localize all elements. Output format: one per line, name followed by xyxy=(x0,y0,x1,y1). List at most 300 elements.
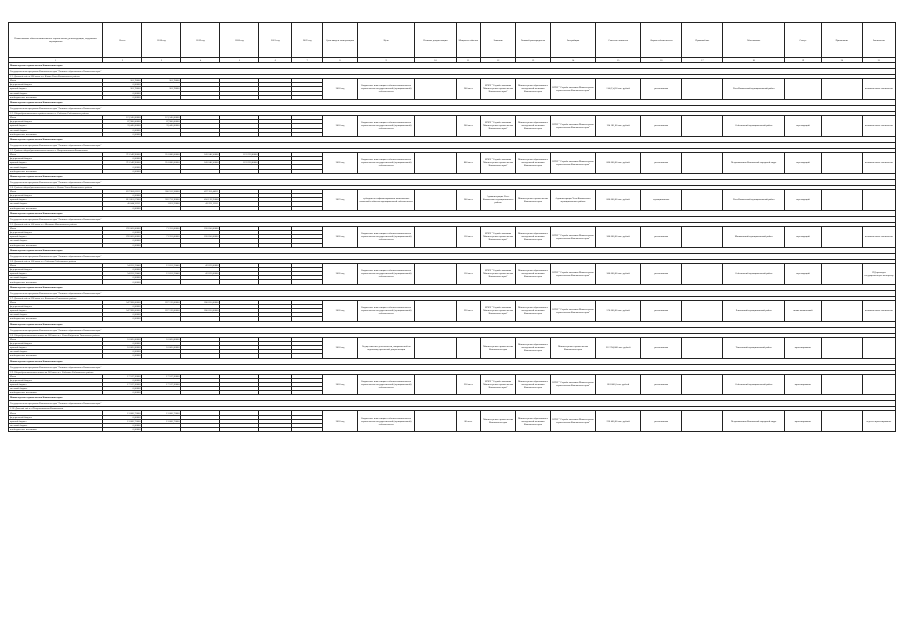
amount-cell: 33,445,00000 xyxy=(142,124,181,128)
customer-cell: Министерство строительства Камчатского края xyxy=(481,411,516,432)
ownership-cell: региональная xyxy=(641,115,682,136)
amount-cell: 119 222,80000 xyxy=(220,152,259,156)
column-number-6: 6 xyxy=(259,58,292,63)
column-header-2: Всего xyxy=(103,23,142,58)
amount-cell: 301,78000 xyxy=(142,87,181,91)
amount-cell: 0,00000 xyxy=(103,341,142,345)
conclusion-cell: положительное заключение xyxy=(862,300,895,321)
column-header-9: Цель xyxy=(357,23,414,58)
amount-cell: 10 005,00000 xyxy=(142,337,181,341)
amount-cell: 220 650,00000 xyxy=(181,226,220,230)
amount-cell: 243 240,50000 xyxy=(181,152,220,156)
amount-cell: 0,00000 xyxy=(103,424,142,428)
amount-cell: 713 549,90000 xyxy=(103,152,142,156)
customer-cell: КГКУ "Служба заказчика Министерства строительства Камчатского края" xyxy=(481,263,516,284)
amount-cell: 43 223,13511 xyxy=(181,202,220,206)
act-cell xyxy=(682,226,723,247)
act-cell xyxy=(682,337,723,358)
amount-cell: 42 622,00000 xyxy=(181,263,220,267)
amount-cell: 0,00000 xyxy=(103,239,142,243)
source-label: федеральный бюджет xyxy=(9,267,103,271)
ownership-cell: региональная xyxy=(641,263,682,284)
source-label: федеральный бюджет xyxy=(9,378,103,382)
docs-cell xyxy=(415,263,456,284)
amount-cell: 360 552,58000 xyxy=(142,189,181,193)
column-header-7: 2022 год xyxy=(292,23,323,58)
commission-year: 2018 год xyxy=(323,79,358,100)
status-cell xyxy=(784,79,821,100)
builder-cell: КГКУ "Служба заказчика Министерства строительства Камчатского края" xyxy=(550,300,595,321)
gov-cell: Министерство образования и молодежной политики Камчатского края xyxy=(516,337,551,358)
builder-cell: КГКУ "Служба заказчика Министерства строительства Камчатского края" xyxy=(550,115,595,136)
conclusion-cell: ведется проектирование xyxy=(862,411,895,432)
program-title: Государственная программа Камчатского края "Развитие образования в Камчатском крае" xyxy=(9,253,896,259)
conclusion-cell: положительное заключение xyxy=(862,152,895,173)
amount-cell: 362 731,36000 xyxy=(142,198,181,202)
column-header-11: Мощность объекта xyxy=(456,23,481,58)
amount-cell: 1 821,22000 xyxy=(142,202,181,206)
amount-cell: 0,00000 xyxy=(103,428,142,432)
source-label: федеральный бюджет xyxy=(9,230,103,234)
column-number-21: 21 xyxy=(862,58,895,63)
cost-cell: 860 000,00 тыс. рублей xyxy=(596,189,641,210)
column-header-16: Форма собственности xyxy=(641,23,682,58)
cost-cell: 226 400,00 тыс. рублей xyxy=(596,411,641,432)
column-header-4: 2019 год xyxy=(181,23,220,58)
builder-cell: КГКУ "Служба заказчика Министерства строительства Камчатского края" xyxy=(550,152,595,173)
amount-cell: 0,00000 xyxy=(103,132,142,136)
customer-cell: Администрация Усть-Камчатского муниципального района xyxy=(481,189,516,210)
amount-cell: 547 968,00000 xyxy=(103,309,142,313)
amount-cell: 0,00000 xyxy=(103,304,142,308)
cost-cell: 570 000,00 тыс. рублей xyxy=(596,300,641,321)
column-header-12: Заказчик xyxy=(481,23,516,58)
amount-cell: 17 537,26000 xyxy=(142,374,181,378)
remark-cell xyxy=(821,411,862,432)
column-number-1: 1 xyxy=(9,58,103,63)
status-cell: проектирование xyxy=(784,337,821,358)
amount-cell: 220 650,00000 xyxy=(181,235,220,239)
amount-cell xyxy=(220,428,259,432)
source-label: местный бюджет xyxy=(9,350,103,354)
commission-year: 2018 год xyxy=(323,337,358,358)
builder-cell: КГКУ "Служба заказчика Министерства строительства Камчатского края" xyxy=(550,263,595,284)
amount-cell: 0,00000 xyxy=(103,280,142,284)
source-label: Итого xyxy=(9,115,103,119)
status-cell: проектирование xyxy=(784,374,821,395)
amount-cell: 450 132,25000 xyxy=(181,198,220,202)
amount-cell: 0,00000 xyxy=(103,276,142,280)
purpose-cell: Бюджетные инвестиции в объекты капитального строительства государственной (муниципальной) собственности xyxy=(357,152,414,173)
column-number-5: 5 xyxy=(220,58,259,63)
column-header-5: 2020 год xyxy=(220,23,259,58)
amount-cell: 17 537,26000 xyxy=(103,382,142,386)
amount-cell: 87,900,00000 xyxy=(142,120,181,124)
source-label: Итого xyxy=(9,374,103,378)
column-header-20: Примечание xyxy=(821,23,862,58)
source-label: местный бюджет xyxy=(9,424,103,428)
source-label: краевой бюджет xyxy=(9,87,103,91)
cost-cell: 300 000,00 тыс. рублей xyxy=(596,226,641,247)
amount-cell: 301,78000 xyxy=(103,87,142,91)
source-label: Итого xyxy=(9,411,103,415)
customer-cell: КГКУ "Служба заказчика Министерства строительства Камчатского края" xyxy=(481,226,516,247)
docs-cell xyxy=(415,300,456,321)
owner-cell: Петропавловск-Камчатский городской округ xyxy=(723,152,785,173)
amount-cell: 0,00000 xyxy=(103,354,142,358)
builder-cell: КГКУ "Служба заказчика Министерства строительства Камчатского края" xyxy=(550,374,595,395)
capacity-cell: 200 мест xyxy=(456,79,481,100)
source-label: федеральный бюджет xyxy=(9,83,103,87)
cost-cell: 860 000,00 тыс. рублей xyxy=(596,152,641,173)
amount-cell: 0,00000 xyxy=(103,387,142,391)
purpose-cell: Бюджетные инвестиции в объекты капитального строительства государственной (муниципальной) собственности xyxy=(357,374,414,395)
gov-cell: Министерство образования и молодежной политики Камчатского края xyxy=(516,115,551,136)
amount-cell: 243 240,50000 xyxy=(181,161,220,165)
amount-cell xyxy=(142,428,181,432)
amount-cell: 292 003,00000 xyxy=(103,235,142,239)
act-cell xyxy=(682,79,723,100)
docs-cell xyxy=(415,152,456,173)
amount-cell: 13 066,72000 xyxy=(142,411,181,415)
source-label: внебюджетные источники xyxy=(9,280,103,284)
commission-year: 2018 год xyxy=(323,374,358,395)
docs-cell xyxy=(415,337,456,358)
amount-cell: 12 031,23440 xyxy=(142,263,181,267)
ownership-cell: региональная xyxy=(641,337,682,358)
section-title: Министерство строительства Камчатского края xyxy=(9,247,896,253)
amount-cell: 812 861,67000 xyxy=(103,198,142,202)
status-cell: переходящий xyxy=(784,189,821,210)
capacity-cell: 150 мест xyxy=(456,226,481,247)
source-label: Итого xyxy=(9,152,103,156)
act-cell xyxy=(682,263,723,284)
commission-year: 2020 год xyxy=(323,300,358,321)
customer-cell: КГКУ "Служба заказчика Министерства строительства Камчатского края" xyxy=(481,79,516,100)
amount-cell: 0,00000 xyxy=(103,230,142,234)
amount-cell: 54 653,23440 xyxy=(103,263,142,267)
conclusion-cell: ПД проходит государственную экспертизу xyxy=(862,263,895,284)
cost-cell: 300 000,00 тыс. рублей xyxy=(596,263,641,284)
amount-cell: 280 655,00000 xyxy=(181,300,220,304)
amount-cell: 10 005,00000 xyxy=(103,345,142,349)
column-number-17: 17 xyxy=(682,58,723,63)
source-label: федеральный бюджет xyxy=(9,304,103,308)
amount-cell: 0,00000 xyxy=(103,165,142,169)
amount-cell: 267 312,00000 xyxy=(142,300,181,304)
purpose-cell: Бюджетные инвестиции в объекты капитального строительства государственной (муниципальной) собственности xyxy=(357,300,414,321)
column-header-10: Наличие документации xyxy=(415,23,456,58)
builder-cell: Администрация Усть-Камчатского муниципального района xyxy=(550,189,595,210)
act-cell xyxy=(682,189,723,210)
program-title: Государственная программа Камчатского края "Развитие образования в Камчатском крае" xyxy=(9,69,896,75)
ownership-cell: региональная xyxy=(641,226,682,247)
gov-cell: Министерство образования и молодежной политики Камчатского края xyxy=(516,374,551,395)
source-label: местный бюджет xyxy=(9,128,103,132)
owner-cell: Соболевский муниципальный район xyxy=(723,263,785,284)
column-number-7: 7 xyxy=(292,58,323,63)
amount-cell: 0,00000 xyxy=(103,415,142,419)
commission-year: 2018 год xyxy=(323,115,358,136)
section-title: Министерство строительства Камчатского края xyxy=(9,284,896,290)
column-header-6: 2021 год xyxy=(259,23,292,58)
remark-cell xyxy=(821,152,862,173)
purpose-cell: Бюджетные инвестиции в объекты капитального строительства государственной (муниципальной) собственности xyxy=(357,411,414,432)
amount-cell: 713 549,90000 xyxy=(103,161,142,165)
column-header-3: 2018 год xyxy=(142,23,181,58)
column-header-1: Наименование объекта капитального строительства, реконструкции, содержание мероприятия xyxy=(9,23,103,58)
act-cell xyxy=(682,152,723,173)
amount-cell: 42 622,00000 xyxy=(181,272,220,276)
source-label: федеральный бюджет xyxy=(9,194,103,198)
customer-cell: КГКУ "Служба заказчика Министерства строительства Камчатского края" xyxy=(481,152,516,173)
capacity-cell: 220 мест xyxy=(456,300,481,321)
purpose-cell: субсидии на софинансирование капитальных вложений в объекты муниципальной собственности xyxy=(357,189,414,210)
commission-year: 2019 год xyxy=(323,189,358,210)
amount-cell: 71 353,00000 xyxy=(142,226,181,230)
column-number-12: 12 xyxy=(481,58,516,63)
customer-cell: КГКУ "Служба заказчика Министерства строительства Камчатского края" xyxy=(481,115,516,136)
amount-cell: 292 003,00000 xyxy=(103,226,142,230)
object-title: 2.9. Общеобразовательная школа на 250 мест в с. Соболево Соболевского района xyxy=(9,370,896,374)
column-number-15: 15 xyxy=(596,58,641,63)
source-label: краевой бюджет xyxy=(9,124,103,128)
section-title: Министерство строительства Камчатского края xyxy=(9,99,896,105)
program-title: Государственная программа Камчатского края "Развитие образования в Камчатском крае" xyxy=(9,327,896,333)
amount-cell: 121,345,00000 xyxy=(142,115,181,119)
amount-cell: 121,345,00000 xyxy=(103,115,142,119)
owner-cell: Тигильский муниципальный район xyxy=(723,337,785,358)
source-label: местный бюджет xyxy=(9,202,103,206)
commission-year: 2018 год xyxy=(323,411,358,432)
amount-cell: 0,00000 xyxy=(103,243,142,247)
purpose-cell: Осуществление деятельности, направленной на подготовку проектной документации xyxy=(357,337,414,358)
commission-year: 2020 год xyxy=(323,152,358,173)
act-cell xyxy=(682,300,723,321)
column-header-8: Срок ввода в эксплуатацию xyxy=(323,23,358,58)
section-title: Министерство строительства Камчатского края xyxy=(9,136,896,142)
source-label: Итого xyxy=(9,189,103,193)
docs-cell xyxy=(415,226,456,247)
amount-cell xyxy=(292,428,323,432)
source-label: краевой бюджет xyxy=(9,272,103,276)
amount-cell: 0,00000 xyxy=(103,128,142,132)
source-label: внебюджетные источники xyxy=(9,428,103,432)
amount-cell: 17 537,26000 xyxy=(103,374,142,378)
amount-cell: 0,00000 xyxy=(103,83,142,87)
document-sheet xyxy=(8,22,896,634)
conclusion-cell xyxy=(862,374,895,395)
source-label: местный бюджет xyxy=(9,91,103,95)
amount-cell: 0,00000 xyxy=(103,95,142,99)
source-label: внебюджетные источники xyxy=(9,391,103,395)
commission-year: 2020 год xyxy=(323,263,358,284)
section-title: Министерство строительства Камчатского края xyxy=(9,321,896,327)
column-header-19: Статус xyxy=(784,23,821,58)
program-title: Государственная программа Камчатского края "Развитие образования в Камчатском крае" xyxy=(9,142,896,148)
amount-cell: 13 066,72000 xyxy=(103,419,142,423)
remark-cell xyxy=(821,115,862,136)
section-title: Министерство строительства Камчатского края xyxy=(9,173,896,179)
builder-cell: КГКУ "Служба заказчика Министерства строительства Камчатского края" xyxy=(550,79,595,100)
purpose-cell: Бюджетные инвестиции в объекты капитального строительства государственной (муниципальной) собственности xyxy=(357,115,414,136)
object-title: 2.8. Общеобразовательная школа на 300 мест в с. Усть-Хайрюзово Тигильского района xyxy=(9,333,896,337)
section-title: Министерство строительства Камчатского края xyxy=(9,358,896,364)
status-cell: переходящий xyxy=(784,152,821,173)
capacity-cell: 150 мест xyxy=(456,263,481,284)
owner-cell: Усть-Камчатский муниципальный район xyxy=(723,189,785,210)
act-cell xyxy=(682,411,723,432)
customer-cell: КГКУ "Служба заказчика Министерства строительства Камчатского края" xyxy=(481,374,516,395)
section-title: Министерство строительства Камчатского края xyxy=(9,210,896,216)
amount-cell: 13 066,72000 xyxy=(103,411,142,415)
column-header-13: Главный распорядитель xyxy=(516,23,551,58)
amount-cell: 0,00000 xyxy=(103,378,142,382)
amount-cell: 0,00000 xyxy=(103,169,142,173)
amount-cell: 351 086,60000 xyxy=(142,161,181,165)
source-label: Итого xyxy=(9,300,103,304)
owner-cell: Елизовский муниципальный район xyxy=(723,300,785,321)
owner-cell: Соболевский муниципальный район xyxy=(723,374,785,395)
source-label: краевой бюджет xyxy=(9,309,103,313)
source-label: местный бюджет xyxy=(9,239,103,243)
source-label: краевой бюджет xyxy=(9,161,103,165)
header-row xyxy=(9,23,896,58)
source-label: краевой бюджет xyxy=(9,198,103,202)
docs-cell xyxy=(415,374,456,395)
amount-cell: 13 066,72000 xyxy=(142,419,181,423)
column-number-19: 19 xyxy=(784,58,821,63)
amount-cell: 547 968,00000 xyxy=(103,300,142,304)
docs-cell xyxy=(415,411,456,432)
column-number-16: 16 xyxy=(641,58,682,63)
amount-cell: 71 353,00000 xyxy=(142,235,181,239)
amount-cell: 10 005,00000 xyxy=(103,337,142,341)
builder-cell: Министерство строительства Камчатского края xyxy=(550,337,595,358)
amount-cell: 280 655,00000 xyxy=(181,309,220,313)
object-title: 2.3. Средняя общеобразовательная школа в г. Петропавловске-Камчатском xyxy=(9,148,896,152)
remark-cell xyxy=(821,263,862,284)
amount-cell: 0,00000 xyxy=(103,157,142,161)
remark-cell xyxy=(821,79,862,100)
program-title: Государственная программа Камчатского края "Развитие образования в Камчатском крае" xyxy=(9,401,896,407)
purpose-cell: Бюджетные инвестиции в объекты капитального строительства государственной (муниципальной) собственности xyxy=(357,226,414,247)
remark-cell xyxy=(821,300,862,321)
column-number-9: 9 xyxy=(357,58,414,63)
remark-cell xyxy=(821,189,862,210)
amount-cell: 301,78000 xyxy=(103,79,142,83)
remark-cell xyxy=(821,226,862,247)
section-title: Министерство строительства Камчатского края xyxy=(9,395,896,401)
owner-cell: Петропавловск-Камчатский городской округ xyxy=(723,411,785,432)
amount-cell: 0,00000 xyxy=(103,350,142,354)
status-cell: вновь начинаемый xyxy=(784,300,821,321)
amount-cell: 0,00000 xyxy=(103,317,142,321)
amount-cell: 45 044,35511 xyxy=(103,202,142,206)
amount-cell xyxy=(259,428,292,432)
amount-cell: 87,900,00000 xyxy=(103,120,142,124)
investment-table xyxy=(8,22,896,432)
source-label: Итого xyxy=(9,226,103,230)
source-label: федеральный бюджет xyxy=(9,341,103,345)
docs-cell xyxy=(415,115,456,136)
owner-cell: Соболевский муниципальный район xyxy=(723,115,785,136)
cost-cell: 124 181,00 тыс. рублей xyxy=(596,115,641,136)
ownership-cell: региональная xyxy=(641,79,682,100)
amount-cell: 12 031,23440 xyxy=(142,272,181,276)
column-number-2: 2 xyxy=(103,58,142,63)
ownership-cell: региональная xyxy=(641,374,682,395)
amount-cell: 0,00000 xyxy=(103,91,142,95)
object-title: 2.2. Общеобразовательная средняя школа в с. Соболево Соболевского района xyxy=(9,111,896,115)
conclusion-cell: положительное заключение xyxy=(862,226,895,247)
source-label: краевой бюджет xyxy=(9,235,103,239)
source-label: внебюджетные источники xyxy=(9,354,103,358)
ownership-cell: региональная xyxy=(641,300,682,321)
purpose-cell: Бюджетные инвестиции в объекты капитального строительства государственной (муниципальной) собственности xyxy=(357,263,414,284)
gov-cell: Министерство образования и молодежной политики Камчатского края xyxy=(516,263,551,284)
source-label: внебюджетные источники xyxy=(9,169,103,173)
customer-cell: Министерство строительства Камчатского края xyxy=(481,337,516,358)
source-label: местный бюджет xyxy=(9,313,103,317)
table-body xyxy=(9,63,896,432)
object-title: 2.4. Средняя общеобразовательная школа в с. Ключи Усть-Камчатского района xyxy=(9,185,896,189)
remark-cell xyxy=(821,374,862,395)
conclusion-cell: положительное заключение xyxy=(862,79,895,100)
amount-cell: 857 906,02511 xyxy=(103,189,142,193)
amount-cell: 0,00000 xyxy=(103,267,142,271)
gov-cell: Министерство образования и молодежной политики Камчатского края xyxy=(516,300,551,321)
status-cell: переходящий xyxy=(784,115,821,136)
source-label: федеральный бюджет xyxy=(9,120,103,124)
capacity-cell: 800 мест xyxy=(456,152,481,173)
amount-cell: 267 312,00000 xyxy=(142,309,181,313)
conclusion-cell: положительное заключение xyxy=(862,115,895,136)
capacity-cell: 300 мест xyxy=(456,189,481,210)
column-number-11: 11 xyxy=(456,58,481,63)
object-title: 2.7. Детский сад на 220 мест в п. Вилючинск Елизовского района xyxy=(9,296,896,300)
amount-cell xyxy=(181,428,220,432)
source-label: местный бюджет xyxy=(9,276,103,280)
amount-cell: 119 222,80000 xyxy=(220,161,259,165)
source-label: внебюджетные источники xyxy=(9,317,103,321)
source-label: федеральный бюджет xyxy=(9,157,103,161)
conclusion-cell xyxy=(862,189,895,210)
source-label: местный бюджет xyxy=(9,387,103,391)
section-title: Министерство строительства Камчатского края xyxy=(9,63,896,69)
cost-cell: 618 000,0 тыс. рублей xyxy=(596,374,641,395)
amount-cell: 17 537,26000 xyxy=(142,382,181,386)
builder-cell: КГКУ "Служба заказчика Министерства строительства Камчатского края" xyxy=(550,226,595,247)
ownership-cell: региональная xyxy=(641,152,682,173)
column-header-21: Заключение xyxy=(862,23,895,58)
column-header-15: Сметная стоимость xyxy=(596,23,641,58)
owner-cell: Мильковский муниципальный район xyxy=(723,226,785,247)
object-title: 2.5. Детский сад на 150 мест в с. Мильково Мильковского района xyxy=(9,222,896,226)
source-label: внебюджетные источники xyxy=(9,132,103,136)
object-title: 2.10. Детский сад в г. Петропавловске-Камчатском xyxy=(9,407,896,411)
source-label: внебюджетные источники xyxy=(9,243,103,247)
amount-cell: 10 005,00000 xyxy=(142,345,181,349)
act-cell xyxy=(682,115,723,136)
program-title: Государственная программа Камчатского края "Развитие образования в Камчатском крае" xyxy=(9,216,896,222)
source-label: внебюджетные источники xyxy=(9,206,103,210)
source-label: краевой бюджет xyxy=(9,382,103,386)
column-number-8: 8 xyxy=(323,58,358,63)
amount-cell: 0,00000 xyxy=(103,194,142,198)
commission-year: 2020 год xyxy=(323,226,358,247)
amount-cell: 351 086,60000 xyxy=(142,152,181,156)
